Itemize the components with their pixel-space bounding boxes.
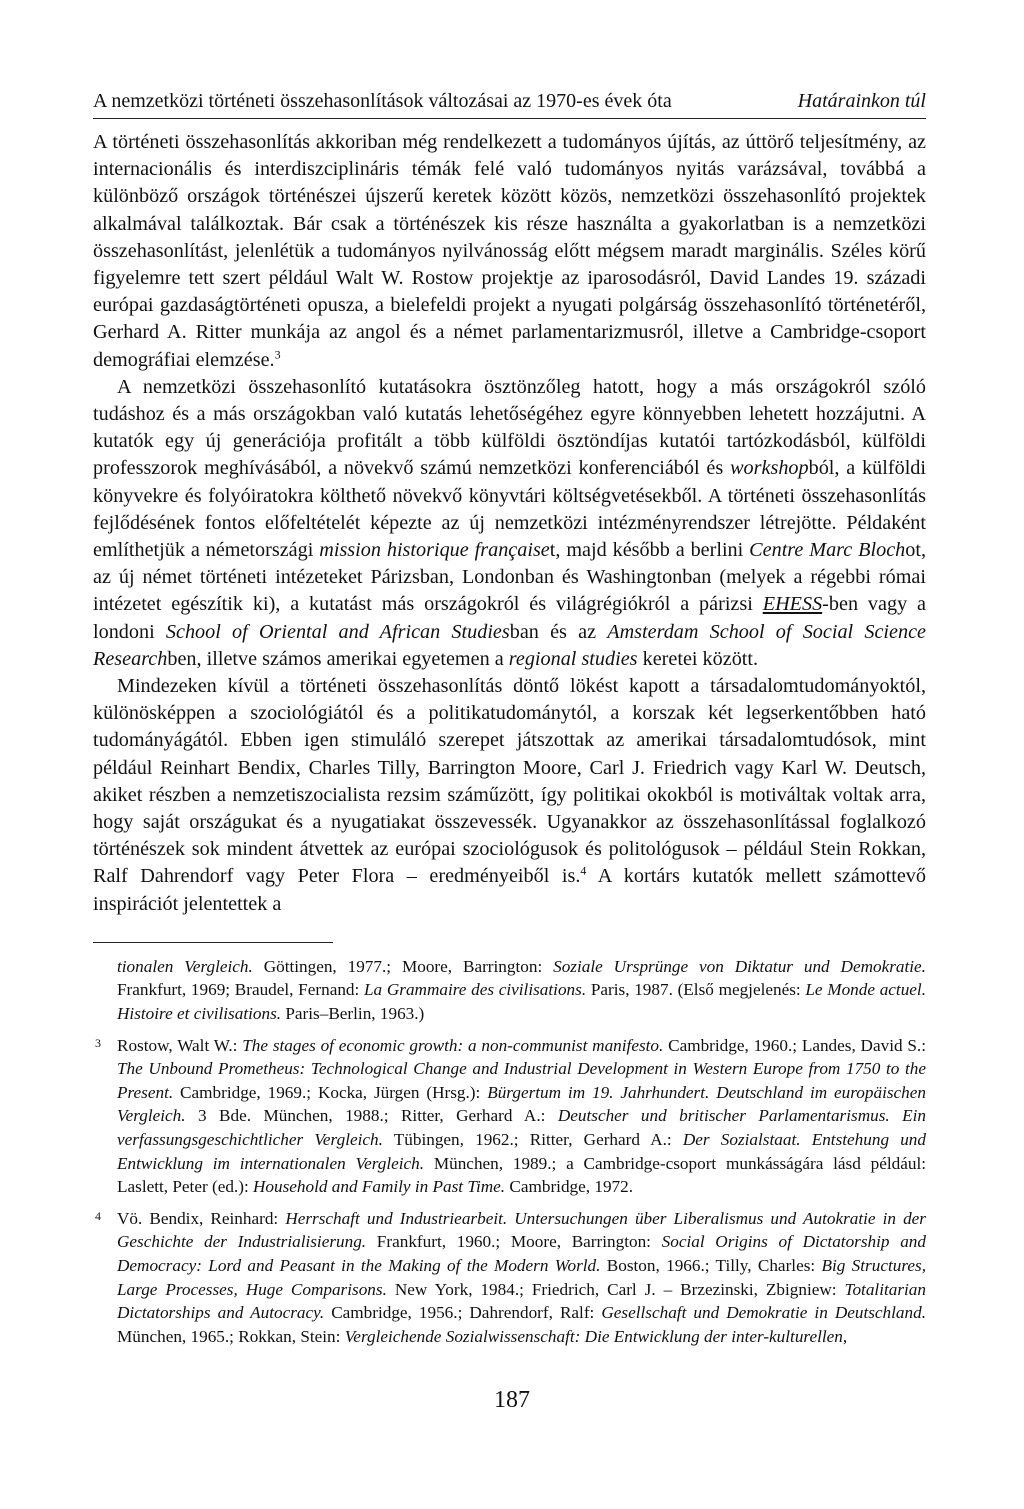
fn3-italic-6: Household and Family in Past Time. <box>253 1177 506 1197</box>
paragraph-3 <box>93 673 926 918</box>
fn4-text-d: New York, 1984.; Friedrich, Carl J. – Brzezinski, Zbigniew: <box>386 1279 845 1299</box>
fn3-italic-4: Deutscher und britischer Parlamentarismus. Ein verfassungsgeschichtlicher Vergleich. <box>117 1106 926 1150</box>
fn3-italic-2: The Unbound Prometheus: Technological Change and Industrial Development in Western Europe from 1750 to the Present. <box>117 1059 926 1102</box>
paragraph-2-italic-4: EHESS <box>762 593 823 616</box>
fn4-italic-6: Vergleichende Sozialwissenschaft: Die Entwicklung der inter-kulturellen, <box>344 1326 848 1346</box>
footnote-4 <box>93 1207 926 1349</box>
paragraph-2-text-g: ben, illetve számos amerikai egyetemen a <box>167 647 509 670</box>
fn3-text-f: München, 1989.; a Cambridge-csoport munkásságára lásd például: Laslett, Peter (ed.): <box>117 1153 927 1197</box>
fn4-italic-1: Herrschaft und Industriearbeit. Untersuchungen über Liberalismus und Autokratie in der Geschichte der Industrialisierung. <box>117 1208 926 1252</box>
paragraph-2-italic-7: regional studies <box>508 647 638 670</box>
paragraph-2-text-d: ot, az új német történeti intézeteket Párizsban, Londonban és Washingtonban (melyek a régebbi római intézetet egészítik ki), a kutatást más országokról és világrégiókról a párizsi <box>93 539 926 616</box>
footnote-continuation <box>93 955 926 1026</box>
paragraph-2-italic-2: mission historique française <box>319 539 550 562</box>
fn3-text-a: Rostow, Walt W.: <box>117 1035 243 1055</box>
paragraph-2-text-c: t, majd később a berlini <box>549 539 750 562</box>
fn3-text-g: Cambridge, 1972. <box>505 1177 634 1197</box>
fn3-text-c: Cambridge, 1969.; Kocka, Jürgen (Hrsg.): <box>173 1082 488 1102</box>
fn4-text-c: Boston, 1966.; Tilly, Charles: <box>600 1256 822 1276</box>
paragraph-2-text-e: -ben vagy a londoni <box>93 593 926 643</box>
fn-cont-italic-4: Le Monde actuel. Histoire et civilisations. <box>117 980 926 1024</box>
fn-cont-text-c: Paris, 1987. (Első megjelenés: <box>586 980 806 1000</box>
paragraph-2-italic-5: School of Oriental and African Studies <box>165 620 510 643</box>
paragraph-2-italic-6: Amsterdam School of Social Science Research <box>93 620 927 670</box>
paragraph-3-text-b: A kortárs kutatók mellett számottevő inspirációt jelentettek a <box>93 865 926 915</box>
page <box>93 88 926 1348</box>
fn3-text-e: Tübingen, 1962.; Ritter, Gerhard A.: <box>382 1130 683 1150</box>
fn-cont-text-b: Frankfurt, 1969; Braudel, Fernand: <box>117 980 364 1000</box>
fn3-italic-3: Bürgertum im 19. Jahrhundert. Deutschland im europäischen Vergleich. <box>117 1082 927 1126</box>
paragraph-1 <box>93 129 926 374</box>
footnote-3-number: 3 <box>95 1035 101 1050</box>
footnote-4-number: 4 <box>95 1208 101 1223</box>
paragraph-2-text-f: ban és az <box>509 620 608 643</box>
fn4-text-f: München, 1965.; Rokkan, Stein: <box>117 1326 345 1346</box>
fn3-italic-5: Der Sozialstaat. Entstehung und Entwicklung im internationalen Vergleich. <box>117 1130 926 1173</box>
footnote-3 <box>93 1034 926 1199</box>
fn-cont-italic-1: tionalen Vergleich. <box>117 956 253 976</box>
paragraph-2-text-b: ból, a külföldi könyvekre és folyóiratokra költhető növekvő könyvtári költségvetésekből. A történeti összehasonlítás fejlődésének fontos előfeltételét képezte az új nemzetközi intézményrendszer létrejötte. Példaként említhetjük a németországi <box>93 457 927 562</box>
fn4-text-b: Frankfurt, 1960.; Moore, Barrington: <box>366 1232 662 1252</box>
fn4-text-e: Cambridge, 1956.; Dahrendorf, Ralf: <box>324 1303 602 1323</box>
fn4-italic-4: Totalitarian Dictatorships and Autocracy. <box>117 1279 926 1323</box>
running-header-section: Határainkon túl <box>797 90 926 112</box>
page-number: 187 <box>494 1387 530 1413</box>
paragraph-2-text-h: keretei között. <box>637 647 759 670</box>
fn-cont-text-d: Paris–Berlin, 1963.) <box>281 1004 425 1024</box>
fn4-text-a: Vö. Bendix, Reinhard: <box>117 1208 286 1228</box>
footnote-ref-3: 3 <box>274 346 281 361</box>
fn4-italic-3: Big Structures, Large Processes, Huge Comparisons. <box>117 1256 926 1299</box>
fn-cont-text-a: Göttingen, 1977.; Moore, Barrington: <box>252 956 554 976</box>
footnotes <box>93 955 926 1349</box>
running-header-title: A nemzetközi történeti összehasonlítások változásai az 1970-es évek óta <box>93 90 672 112</box>
footnote-ref-4: 4 <box>580 863 587 878</box>
fn-cont-italic-2: Soziale Ursprünge von Diktatur und Demokratie. <box>553 956 926 976</box>
fn4-italic-5: Gesellschaft und Demokratie in Deutschland. <box>601 1303 927 1323</box>
fn3-italic-1: The stages of economic growth: a non-communist manifesto. <box>242 1035 664 1055</box>
footnote-divider <box>93 942 333 943</box>
paragraph-3-text-a: Mindezeken kívül a történeti összehasonlítás döntő lökést kapott a társadalomtudományoktól, különösképpen a szociológiától és a politikatudománytól, a korszak két legserkentőbben ható tudományágától. Ebben igen stimuláló szerepet játszottak az amerikai társadalomtudósok, mint például Reinhart Bendix, Charles Tilly, Barrington Moore, Carl J. Friedrich vagy Karl W. Deutsch, akiket részben a nemzetiszocialista rezsim száműzött, így politikai okokból is motiváltak voltak arra, hogy saját országukat és a nyugatiakat összevessék. Ugyanakkor az összehasonlítással foglalkozó történészek sok mindent átvettek az európai szociológusok és politológusok – például Stein Rokkan, Ralf Dahrendorf vagy Peter Flora – eredményeiből is. <box>93 675 926 888</box>
fn-cont-italic-3: La Grammaire des civilisations. <box>364 980 587 1000</box>
paragraph-2-italic-3: Centre Marc Bloch <box>749 539 906 562</box>
running-header <box>93 88 926 119</box>
paragraph-1-text: A történeti összehasonlítás akkoriban még rendelkezett a tudományos újítás, az úttörő teljesítmény, az internacionális és interdiszciplináris témák felé való tudományos nyitás varázsával, továbbá a különböző országok történészei újszerű keretek között közös, nemzetközi összehasonlító projektek alkalmával találkoztak. Bár csak a történészek kis része használta a gyakorlatban is a nemzetközi összehasonlítást, jelenlétük a tudományos nyilvánosság előtt mégsem maradt marginális. Széles körű figyelemre tett szert például Walt W. Rostow projektje az iparosodásról, David Landes 19. századi európai gazdaságtörténeti opusza, a bielefeldi projekt a nyugati polgárság összehasonlító történetéről, Gerhard A. Ritter munkája az angol és a német parlamentarizmusról, illetve a Cambridge-csoport demográfiai elemzése. <box>93 131 926 371</box>
fn4-italic-2: Social Origins of Dictatorship and Democracy: Lord and Peasant in the Making of the Modern World. <box>117 1232 926 1276</box>
paragraph-2-text-a: A nemzetközi összehasonlító kutatásokra ösztönzőleg hatott, hogy a más országokról szóló tudáshoz és a más országokban való kutatás lehetőségéhez egyre könnyebben lehetett hozzájutni. A kutatók egy új generációja profitált a több külföldi ösztöndíjas kutatói tartózkodásból, külföldi professzorok meghívásából, a növekvő számú nemzetközi konferenciából és <box>93 375 926 480</box>
paragraph-2-italic-1: workshop <box>730 457 809 480</box>
body-text <box>93 129 926 918</box>
paragraph-2 <box>93 374 926 673</box>
fn3-text-b: Cambridge, 1960.; Landes, David S.: <box>663 1035 926 1055</box>
fn3-text-d: 3 Bde. München, 1988.; Ritter, Gerhard A.: <box>185 1106 558 1126</box>
